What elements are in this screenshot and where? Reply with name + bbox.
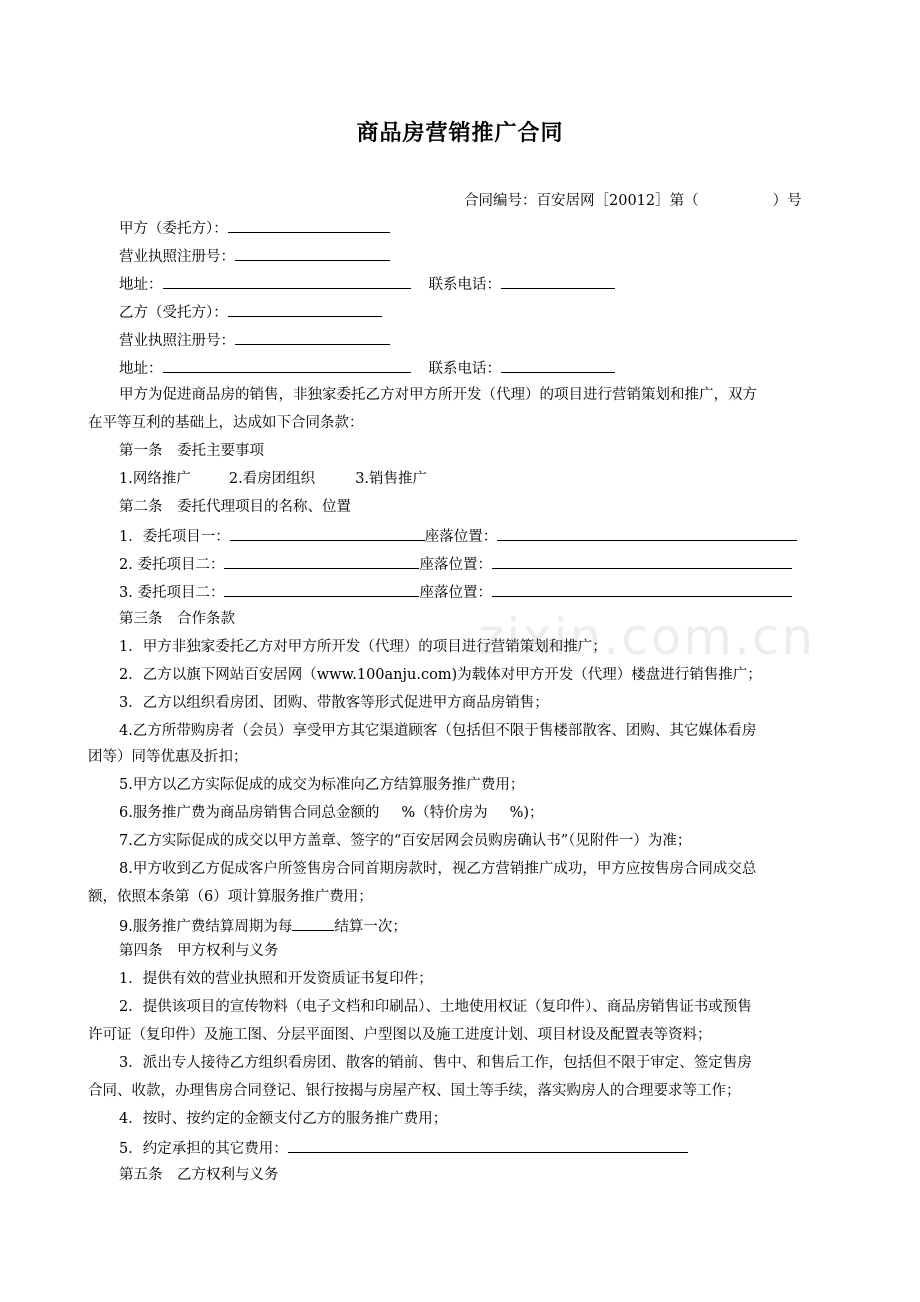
party-b-license-label: 营业执照注册号：	[119, 333, 235, 349]
project-3-blank[interactable]	[224, 581, 419, 597]
project-1-row	[119, 525, 797, 547]
party-a-license-label: 营业执照注册号：	[119, 249, 235, 265]
party-b-address-blank[interactable]	[163, 357, 411, 373]
party-a-principal	[119, 217, 390, 239]
clause-4-2-line-2: 许可证（复印件）及施工图、分层平面图、户型图以及施工进度计划、项目材设及配置表等资料；	[88, 1027, 712, 1043]
clause-4-2-line-1: 2．提供该项目的宣传物料（电子文档和印刷品）、土地使用权证（复印件）、商品房销售证书或预售	[119, 999, 752, 1015]
party-a-license	[119, 245, 390, 267]
article-5-heading: 第五条 乙方权利与义务	[119, 1167, 279, 1183]
project-2-location-label: 座落位置：	[419, 557, 492, 573]
contract-number	[464, 189, 802, 210]
clause-3-2: 2．乙方以旗下网站百安居网（www.100anju.com)为载体对甲方开发（代理）楼盘进行销售推广；	[119, 667, 762, 683]
party-a-principal-label: 甲方（委托方）：	[119, 221, 228, 237]
party-a-phone-blank[interactable]	[501, 273, 615, 289]
party-b-license	[119, 329, 390, 351]
clause-4-4: 4．按时、按约定的金额支付乙方的服务推广费用；	[119, 1111, 448, 1127]
clause-3-4-line-2: 团等）同等优惠及折扣；	[88, 749, 248, 765]
project-2-label: 2. 委托项目二：	[119, 557, 225, 573]
clause-3-9	[119, 915, 407, 937]
party-a-license-blank[interactable]	[235, 245, 390, 261]
clause-3-3: 3．乙方以组织看房团、团购、带散客等形式促进甲方商品房销售；	[119, 695, 549, 711]
settlement-period-blank[interactable]	[292, 915, 334, 931]
project-1-location-label: 座落位置：	[424, 529, 498, 545]
party-b-address	[119, 357, 615, 379]
clause-3-8-line-2: 额，依照本条第（6）项计算服务推广费用；	[88, 889, 373, 905]
party-b-address-label: 地址：	[119, 361, 163, 377]
clause-3-4-line-1: 4.乙方所带购房者（会员）享受甲方其它渠道顾客（包括但不限于售楼部散客、团购、其它媒体看房	[119, 723, 757, 739]
clause-4-3-line-1: 3．派出专人接待乙方组织看房团、散客的销前、售中、和售后工作，包括但不限于审定、签定售房	[119, 1055, 752, 1071]
clause-3-1: 1．甲方非独家委托乙方对甲方所开发（代理）的项目进行营销策划和推广；	[119, 639, 607, 655]
clause-4-5-label: 5．约定承担的其它费用：	[119, 1141, 288, 1157]
clause-3-9-part-a: 9.服务推广费结算周期为每	[119, 919, 293, 935]
party-a-address	[119, 273, 615, 295]
intro-line-1: 甲方为促进商品房的销售，非独家委托乙方对甲方所开发（代理）的项目进行营销策划和推广，双方	[119, 387, 757, 403]
clause-4-3-line-2: 合同、收款，办理售房合同登记、银行按揭与房屋产权、国土等手续，落实购房人的合理要求等工作；	[88, 1083, 741, 1099]
document-title: 商品房营销推广合同	[356, 121, 564, 146]
clause-3-6-part-c: %)；	[509, 805, 544, 821]
project-3-location-blank[interactable]	[492, 581, 792, 597]
party-a-principal-blank[interactable]	[228, 217, 390, 233]
party-a-address-label: 地址：	[119, 277, 163, 293]
article-3-heading: 第三条 合作条款	[119, 611, 235, 627]
project-2-row	[119, 553, 792, 575]
party-b-phone-label: 联系电话：	[428, 361, 501, 377]
other-expenses-blank[interactable]	[288, 1137, 688, 1153]
party-b-agent	[119, 301, 382, 323]
article-1-items	[119, 469, 427, 489]
clause-3-9-part-b: 结算一次；	[334, 919, 407, 935]
party-b-agent-blank[interactable]	[228, 301, 382, 317]
watermark: zixin.com.cn	[478, 608, 816, 666]
project-3-row	[119, 581, 792, 603]
clause-3-7: 7.乙方实际促成的成交以甲方盖章、签字的“百安居网会员购房确认书”（见附件一）为准；	[119, 833, 692, 849]
party-a-phone-label: 联系电话：	[428, 277, 501, 293]
clause-3-6-part-a: 6.服务推广费为商品房销售合同总金额的	[119, 805, 380, 821]
party-a-address-blank[interactable]	[163, 273, 411, 289]
clause-3-6	[119, 803, 544, 823]
article-4-heading: 第四条 甲方权利与义务	[119, 943, 279, 959]
project-1-label: 1．委托项目一：	[119, 529, 230, 545]
clause-3-8-line-1: 8.甲方收到乙方促成客户所签售房合同首期房款时，视乙方营销推广成功，甲方应按售房合同成交总	[119, 861, 757, 877]
project-3-label: 3. 委托项目二：	[119, 585, 225, 601]
item-network-promotion: 1.网络推广	[119, 471, 191, 487]
article-2-heading: 第二条 委托代理项目的名称、位置	[119, 499, 351, 515]
clause-4-1: 1．提供有效的营业执照和开发资质证书复印件；	[119, 971, 433, 987]
article-1-heading: 第一条 委托主要事项	[119, 443, 264, 459]
clause-4-5	[119, 1137, 688, 1159]
clause-3-5: 5.甲方以乙方实际促成的成交为标准向乙方结算服务推广费用；	[119, 777, 525, 793]
project-3-location-label: 座落位置：	[419, 585, 492, 601]
intro-line-2: 在平等互利的基础上，达成如下合同条款：	[88, 415, 364, 431]
party-b-phone-blank[interactable]	[501, 357, 615, 373]
contract-number-prefix: 合同编号：百安居网［20012］第（	[464, 193, 699, 209]
party-b-agent-label: 乙方（受托方）：	[119, 305, 228, 321]
item-viewing-group: 2.看房团组织	[228, 471, 316, 487]
project-2-location-blank[interactable]	[492, 553, 792, 569]
clause-3-6-part-b: %（特价房为	[401, 805, 488, 821]
project-1-blank[interactable]	[230, 525, 425, 541]
project-2-blank[interactable]	[224, 553, 419, 569]
project-1-location-blank[interactable]	[497, 525, 797, 541]
party-b-license-blank[interactable]	[235, 329, 390, 345]
item-sales-promotion: 3.销售推广	[355, 471, 428, 487]
contract-number-suffix: ）号	[772, 193, 802, 209]
